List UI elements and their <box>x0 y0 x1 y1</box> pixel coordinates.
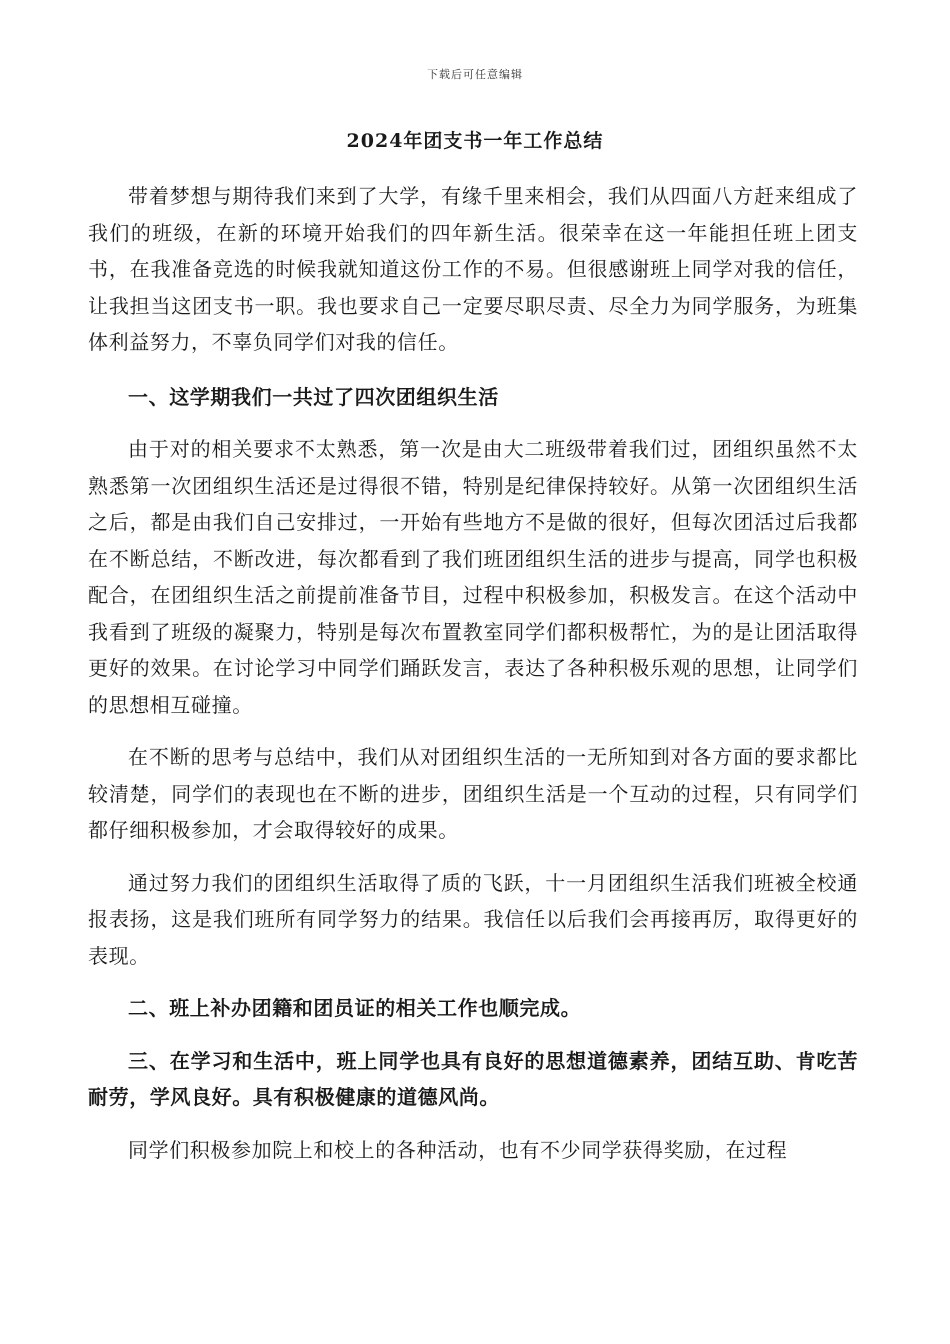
page-title: 2024年团支书一年工作总结 <box>346 130 604 152</box>
section-heading-3: 三、在学习和生活中，班上同学也具有良好的思想道德素养，团结互助、肯吃苦耐劳，学风良好。具有积极健康的道德风尚。 <box>88 1048 858 1109</box>
paragraph-org-life: 由于对的相关要求不太熟悉，第一次是由大二班级带着我们过，团组织虽然不太熟悉第一次团组织生活还是过得很不错，特别是纪律保持较好。从第一次团组织生活之后，都是由我们自己安排过，一开始有些地方不是做的很好，但每次团活过后我都在不断总结，不断改进，每次都看到了我们班团组织生活的进步与提高，同学也积极配合，在团组织生活之前提前准备节目，过程中积极参加，积极发言。在这个活动中我看到了班级的凝聚力，特别是每次布置教室同学们都积极帮忙，为的是让团活取得更好的效果。在讨论学习中同学们踊跃发言，表达了各种积极乐观的思想，让同学们的思想相互碰撞。 <box>88 437 858 717</box>
section-heading-1: 一、这学期我们一共过了四次团组织生活 <box>128 384 499 409</box>
paragraph-reflection: 在不断的思考与总结中，我们从对团组织生活的一无所知到对各方面的要求都比较清楚，同学们的表现也在不断的进步，团组织生活是一个互动的过程，只有同学们都仔细积极参加，才会取得较好的成果。 <box>88 745 858 842</box>
paragraph-activities: 同学们积极参加院上和校上的各种活动，也有不少同学获得奖励，在过程 <box>128 1137 788 1162</box>
paragraph-achievement: 通过努力我们的团组织生活取得了质的飞跃，十一月团组织生活我们班被全校通报表扬，这是我们班所有同学努力的结果。我信任以后我们会再接再厉，取得更好的表现。 <box>88 870 858 968</box>
section-heading-2: 二、班上补办团籍和团员证的相关工作也顺完成。 <box>128 996 582 1020</box>
header-note: 下载后可任意编辑 <box>427 68 523 81</box>
document-body <box>88 178 858 1168</box>
paragraph-intro: 带着梦想与期待我们来到了大学，有缘千里来相会，我们从四面八方赶来组成了我们的班级，在新的环境开始我们的四年新生活。很荣幸在这一年能担任班上团支书，在我准备竞选的时候我就知道这份工作的不易。但很感谢班上同学对我的信任，让我担当这团支书一职。我也要求自己一定要尽职尽责、尽全力为同学服务，为班集体利益努力，不辜负同学们对我的信任。 <box>88 184 858 354</box>
